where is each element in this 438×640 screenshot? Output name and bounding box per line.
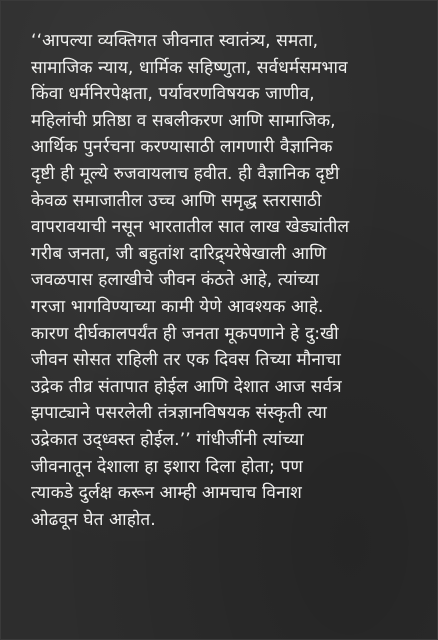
passage-line: किंवा धर्मनिरपेक्षता, पर्यावरणविषयक जाणीव, bbox=[31, 84, 315, 105]
passage-line: कारण दीर्घकालपर्यंत ही जनता मूकपणाने हे दु:खी bbox=[31, 323, 339, 344]
passage-line: सामाजिक न्याय, धार्मिक सहिष्णुता, सर्वधर्मसमभाव bbox=[31, 57, 348, 78]
passage-line: जवळपास हलाखीचे जीवन कंठते आहे, त्यांच्या bbox=[31, 270, 319, 291]
passage-line: गरीब जनता, जी बहुतांश दारिद्र्यरेषेखाली आणि bbox=[31, 243, 327, 264]
passage-line: ‘‘आपल्या व्यक्तिगत जीवनात स्वातंत्र्य, समता, bbox=[31, 31, 319, 51]
marathi-passage bbox=[31, 28, 431, 533]
passage-line: उद्रेक तीव्र संतापात होईल आणि देशात आज सर्वत्र bbox=[31, 376, 342, 397]
passage-line: उद्रेकात उद्ध्वस्त होईल.’’ गांधीजींनी त्यांच्या bbox=[31, 429, 304, 450]
passage-line: जीवन सोसत राहिली तर एक दिवस तिच्या मौनाचा bbox=[31, 350, 341, 371]
passage-line: त्याकडे दुर्लक्ष करून आम्ही आमचाच विनाश bbox=[31, 483, 302, 504]
passage-line: वापरावयाची नसून भारतातील सात लाख खेड्यांतील bbox=[31, 217, 350, 238]
passage-line: जीवनातून देशाला हा इशारा दिला होता; पण bbox=[31, 456, 303, 477]
passage-line: गरजा भागविण्याच्या कामी येणे आवश्यक आहे. bbox=[31, 296, 324, 317]
passage-line: केवळ समाजातील उच्च आणि समृद्ध स्तरासाठी bbox=[31, 190, 322, 211]
passage-line: आर्थिक पुनर्रचना करण्यासाठी लागणारी वैज्ञानिक bbox=[31, 137, 333, 158]
passage-line: दृष्टी ही मूल्ये रुजवायलाच हवीत. ही वैज्ञानिक दृष्टी bbox=[31, 163, 340, 184]
passage-line: ओढवून घेत आहोत. bbox=[31, 509, 156, 530]
passage-line: महिलांची प्रतिष्ठा व सबलीकरण आणि सामाजिक, bbox=[31, 110, 336, 131]
passage-line: झपाट्याने पसरलेली तंत्रज्ञानविषयक संस्कृती त्या bbox=[31, 403, 327, 424]
